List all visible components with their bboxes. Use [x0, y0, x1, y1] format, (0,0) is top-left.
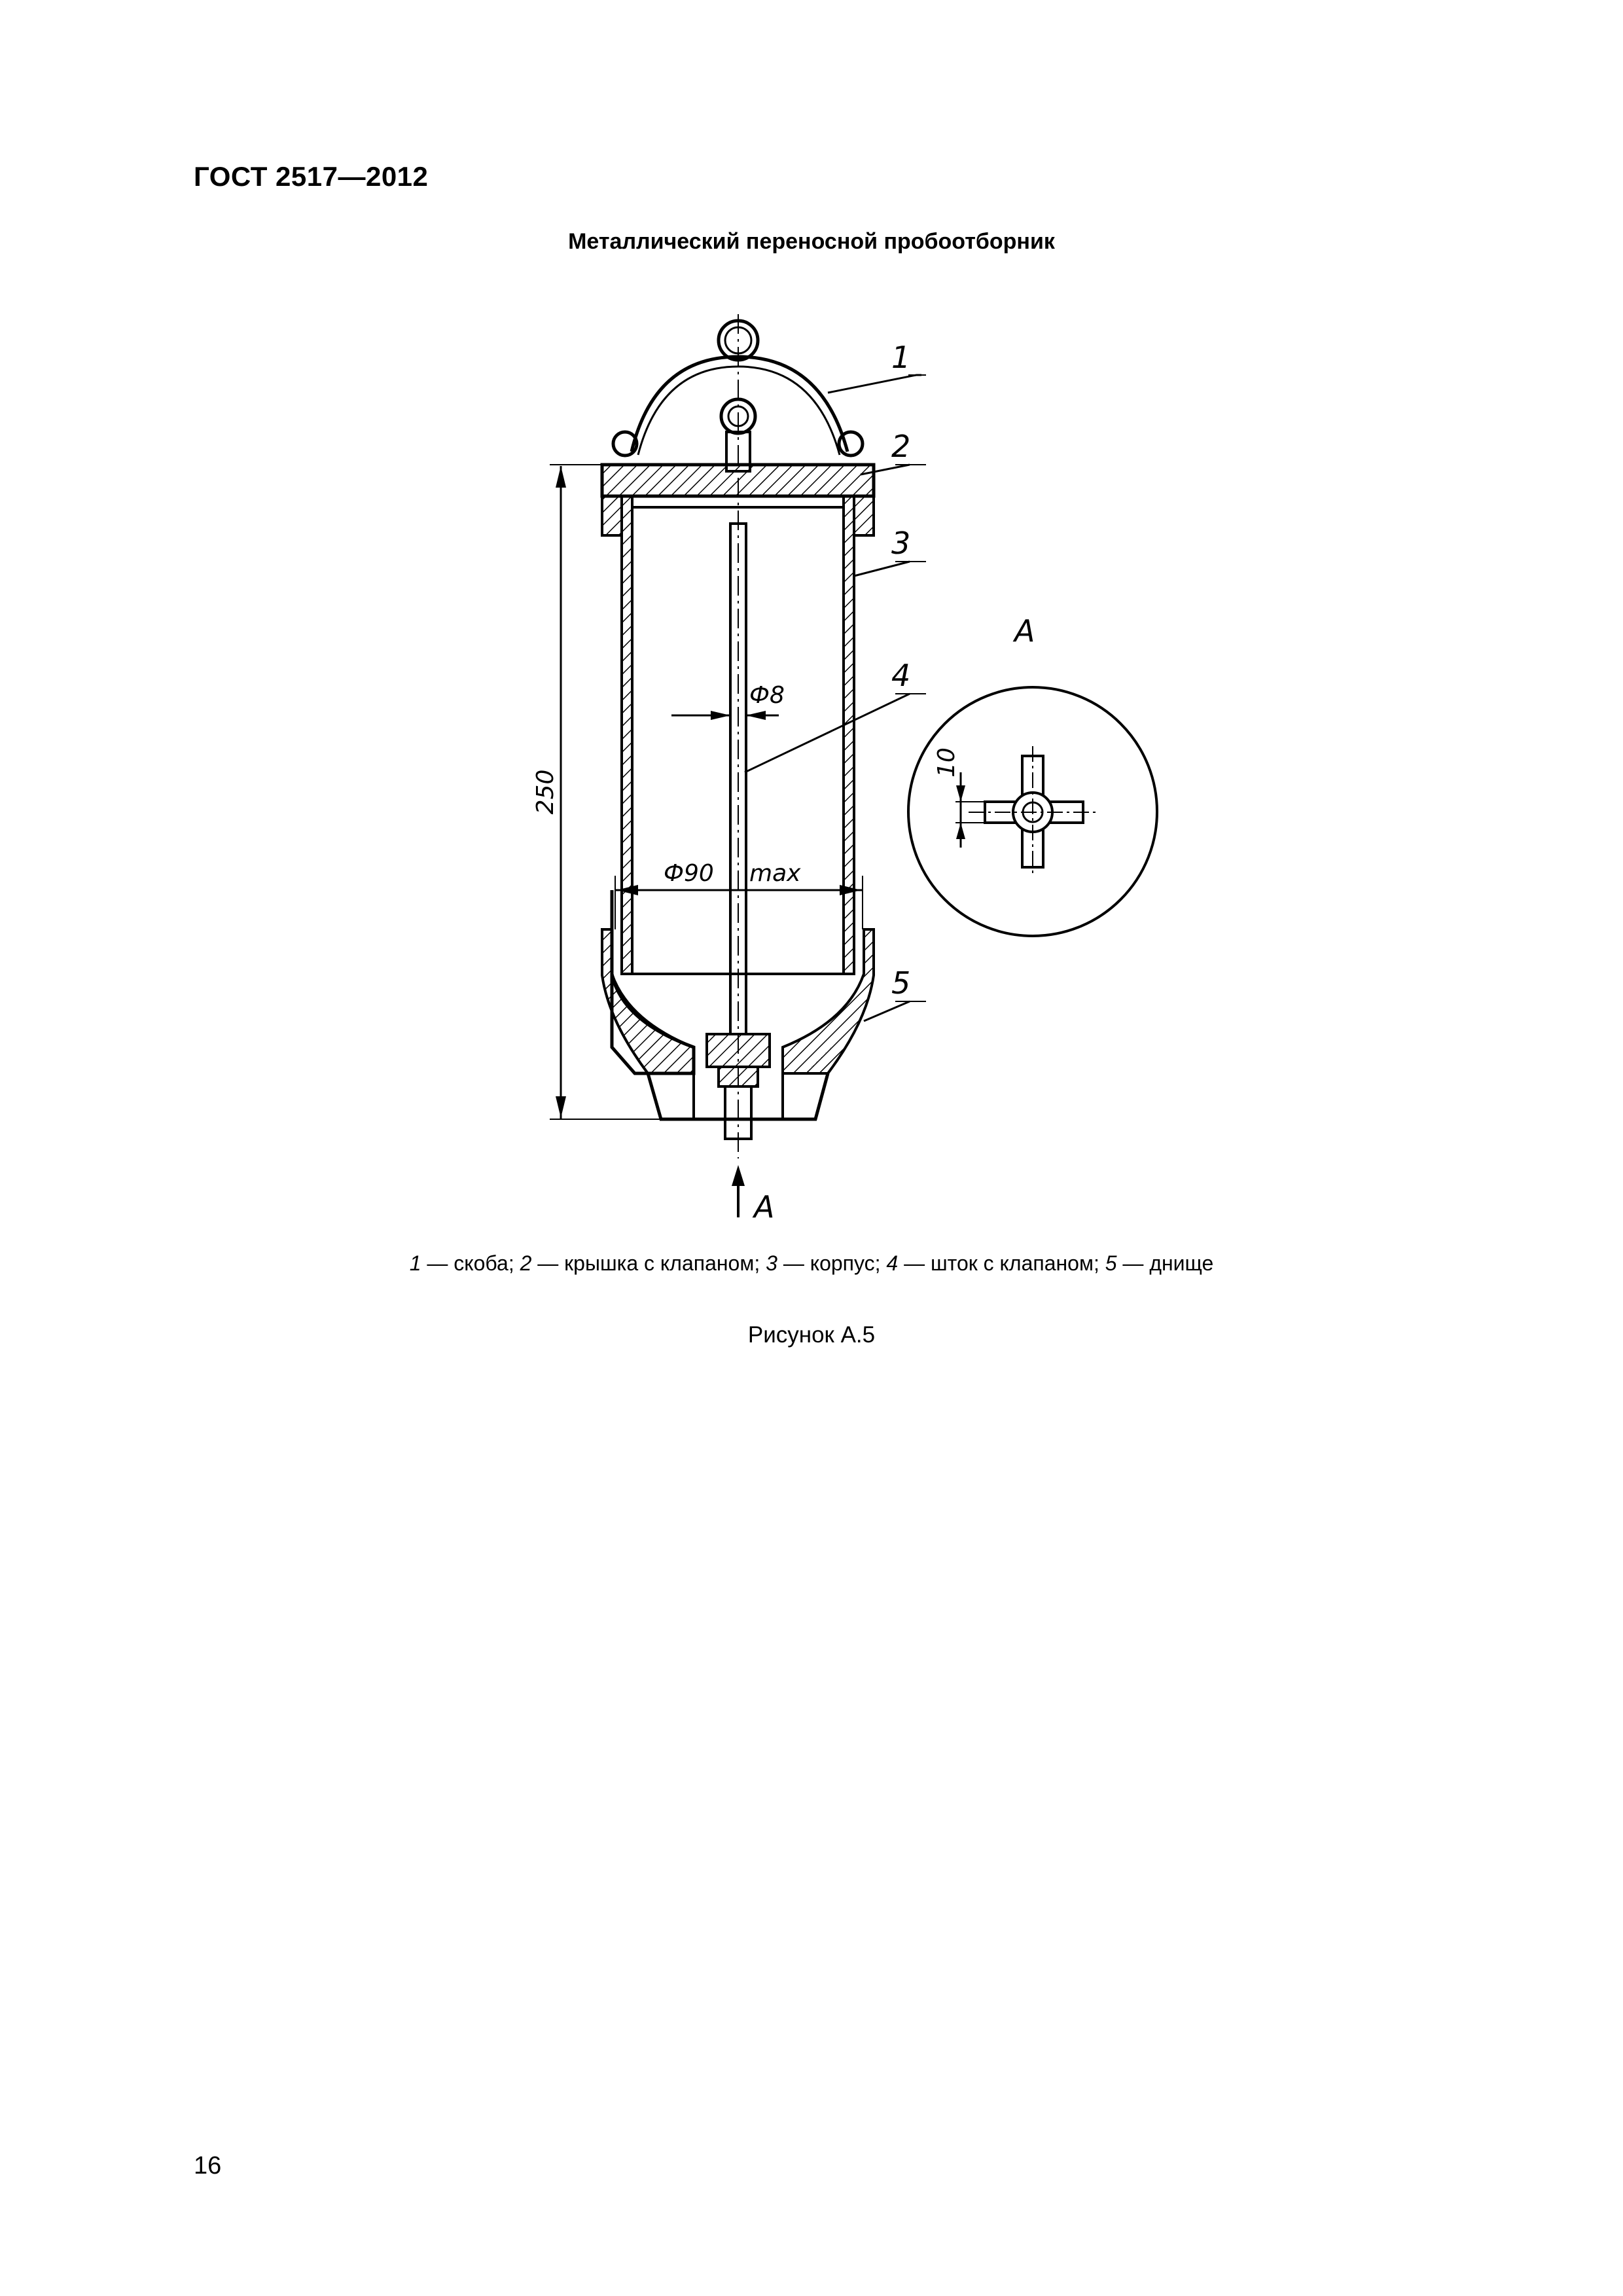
legend-num-5: 5: [1105, 1251, 1117, 1275]
bottom-nut: [707, 1034, 770, 1067]
legend-num-4: 4: [886, 1251, 899, 1275]
legend-text-4: — шток с клапаном;: [898, 1251, 1105, 1275]
callout-5: 5: [891, 965, 911, 1001]
legend-text-1: — скоба;: [421, 1251, 520, 1275]
body-diameter-max-label: max: [749, 860, 801, 887]
callout-2: 2: [891, 429, 911, 464]
callout-1: 1: [891, 340, 911, 375]
handle-arc: [632, 357, 847, 452]
page-number: 16: [194, 2152, 222, 2179]
view-arrow-label: А: [754, 1189, 775, 1225]
handle-hook-right: [839, 432, 863, 456]
callout-3: 3: [891, 526, 911, 561]
body-left-wall: [622, 496, 632, 974]
legend-num-3: 3: [766, 1251, 777, 1275]
figure-caption: Рисунок А.5: [747, 1322, 876, 1348]
rod-diameter-label: Ф8: [749, 682, 785, 709]
body-right-wall: [844, 496, 854, 974]
legend-num-2: 2: [520, 1251, 532, 1275]
height-dimension-label: 250: [532, 769, 559, 815]
document-standard-number: ГОСТ 2517—2012: [194, 161, 429, 192]
legend-text-3: — корпус;: [777, 1251, 887, 1275]
figure-legend: [0, 1251, 1623, 1276]
lid: [602, 465, 874, 496]
figure-title: Металлический переносной пробоотборник: [568, 229, 1055, 254]
detail-size-label: 10: [933, 747, 960, 778]
body-diameter-label: Ф90: [664, 860, 714, 887]
detail-view-label: А: [1014, 613, 1035, 649]
legend-text-5: — днище: [1116, 1251, 1214, 1275]
callout-4: 4: [891, 658, 911, 693]
legend-num-1: 1: [409, 1251, 421, 1275]
legend-text-2: — крышка с клапаном;: [531, 1251, 766, 1275]
